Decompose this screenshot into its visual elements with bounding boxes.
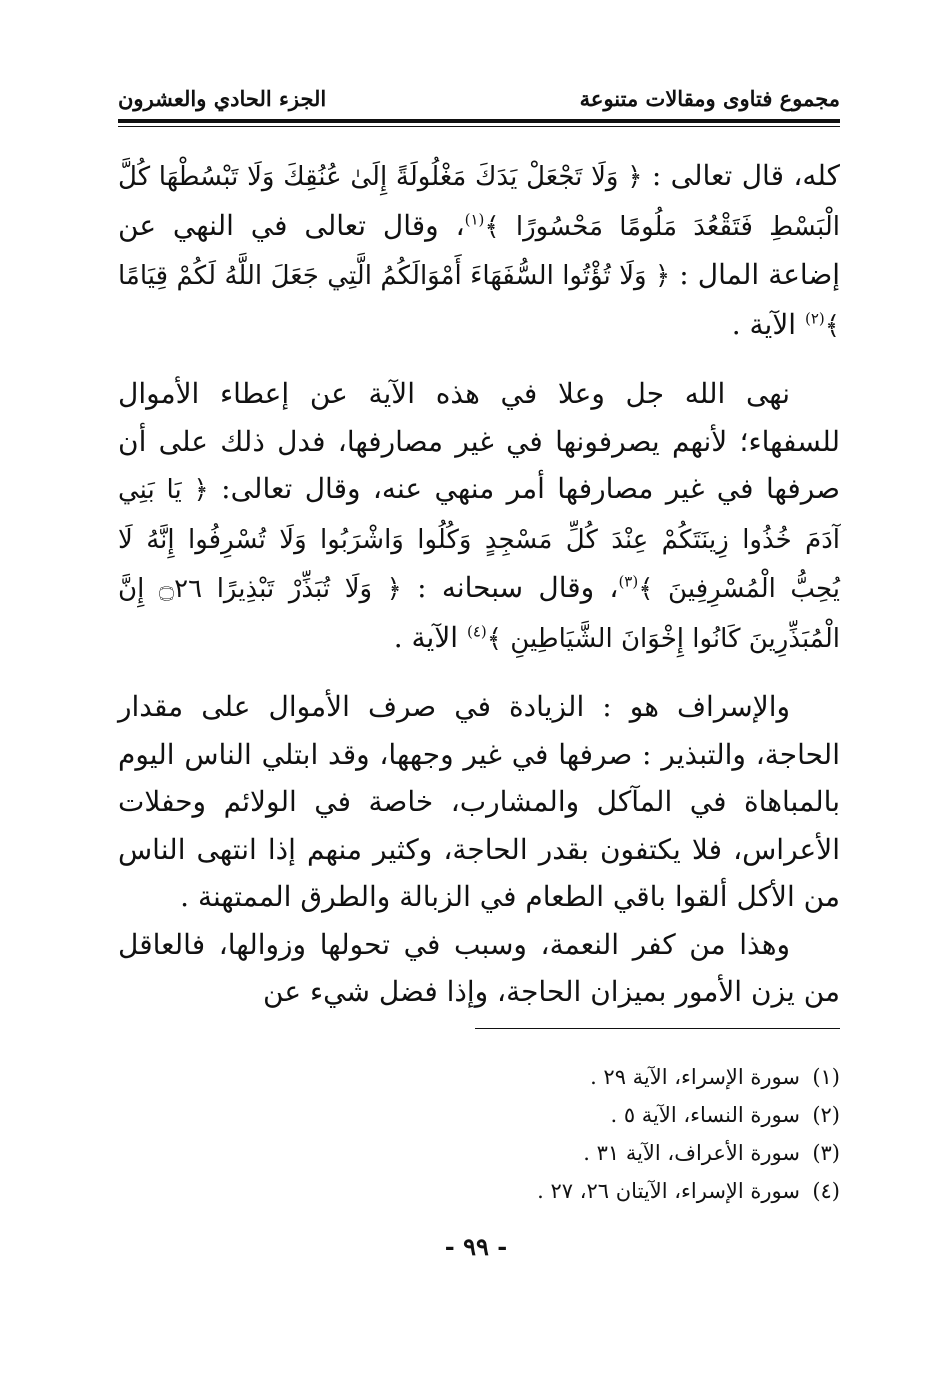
volume-title: الجزء الحادي والعشرون	[118, 86, 327, 111]
text-run: ، وقال تعالى في النهي عن إضاعة المال :	[118, 208, 840, 291]
running-header	[118, 86, 840, 116]
text-run: الآية .	[393, 620, 467, 654]
footnote-separator	[475, 1028, 840, 1029]
footnotes	[118, 1058, 840, 1210]
quran-verse: ﴿ وَلَا تُبَذِّرْ تَبْذِيرًا ۝٢٦ إِنَّ الْمُبَذِّرِينَ كَانُوا إِخْوَانَ الشَّيَاطِينِ ﴾	[118, 574, 840, 654]
footnote-number: (٣)	[812, 1141, 840, 1165]
footnote-item	[118, 1058, 840, 1096]
footnote-ref: (٤)	[466, 622, 487, 641]
page-number: - ٩٩ -	[444, 1232, 508, 1261]
text-run: ، وقال سبحانه :	[401, 571, 619, 604]
footnote-ref: (٣)	[618, 572, 639, 591]
paragraph-1	[118, 152, 840, 350]
footnote-item	[118, 1096, 840, 1134]
footnote-item	[118, 1172, 840, 1210]
paragraph-3: والإسراف هو : الزيادة في صرف الأموال على مقدار الحاجة، والتبذير : صرفها في غير وجهها، وقد ابتلي الناس اليوم بالمباهاة في المآكل والمشارب، خاصة في الولائم وحفلات الأعراس، فلا يكتفون بقدر الحاجة، وكثير منهم إذا انتهى الناس من الأكل ألقوا باقي الطعام في الزبالة والطرق الممتهنة .	[118, 690, 840, 913]
footnote-number: (٤)	[812, 1179, 840, 1203]
footnote-number: (١)	[812, 1065, 840, 1089]
header-rule-thick	[118, 119, 840, 123]
quran-verse: ﴿ وَلَا تُؤْتُوا السُّفَهَاءَ أَمْوَالَكُمُ الَّتِي جَعَلَ اللَّهُ لَكُمْ قِيَامًا ﴾	[118, 261, 840, 341]
footnote-text: سورة الإسراء، الآية ٢٩ .	[590, 1065, 800, 1089]
paragraph-2	[118, 370, 840, 663]
text-run: نهى الله جل وعلا في هذه الآية عن إعطاء الأموال للسفهاء؛ لأنهم يصرفونها في غير مصارفها، فدل ذلك على أن صرفها في غير مصارفها أمر منهي عنه، وقال تعالى:	[118, 377, 840, 505]
text-run: الآية .	[731, 307, 805, 341]
main-text	[118, 152, 840, 1036]
footnote-number: (٢)	[812, 1103, 840, 1127]
footnote-item	[118, 1134, 840, 1172]
footnote-text: سورة الأعراف، الآية ٣١ .	[583, 1141, 800, 1165]
quran-verse: ﴿ يَا بَنِي آدَمَ خُذُوا زِينَتَكُمْ عِنْدَ كُلِّ مَسْجِدٍ وَكُلُوا وَاشْرَبُوا وَلَا تُسْرِفُوا إِنَّهُ لَا يُحِبُّ الْمُسْرِفِينَ ﴾	[118, 475, 840, 604]
text-run: كله، قال تعالى :	[642, 159, 840, 192]
footnote-text: سورة الإسراء، الآيتان ٢٦، ٢٧ .	[537, 1179, 800, 1203]
footnote-ref: (١)	[464, 210, 485, 229]
footnote-ref: (٢)	[804, 309, 825, 328]
quran-verse: ﴿ وَلَا تَجْعَلْ يَدَكَ مَغْلُولَةً إِلَىٰ عُنُقِكَ وَلَا تَبْسُطْهَا كُلَّ الْبَسْطِ فَتَقْعُدَ مَلُومًا مَحْسُورًا ﴾	[118, 162, 840, 242]
paragraph-4: وهذا من كفر النعمة، وسبب في تحولها وزوالها، فالعاقل من يزن الأمور بميزان الحاجة، وإذا فضل شيء عن	[118, 927, 840, 1008]
footnote-text: سورة النساء، الآية ٥ .	[610, 1103, 800, 1127]
header-rule-thin	[118, 126, 840, 127]
book-title: مجموع فتاوى ومقالات متنوعة	[579, 86, 840, 111]
